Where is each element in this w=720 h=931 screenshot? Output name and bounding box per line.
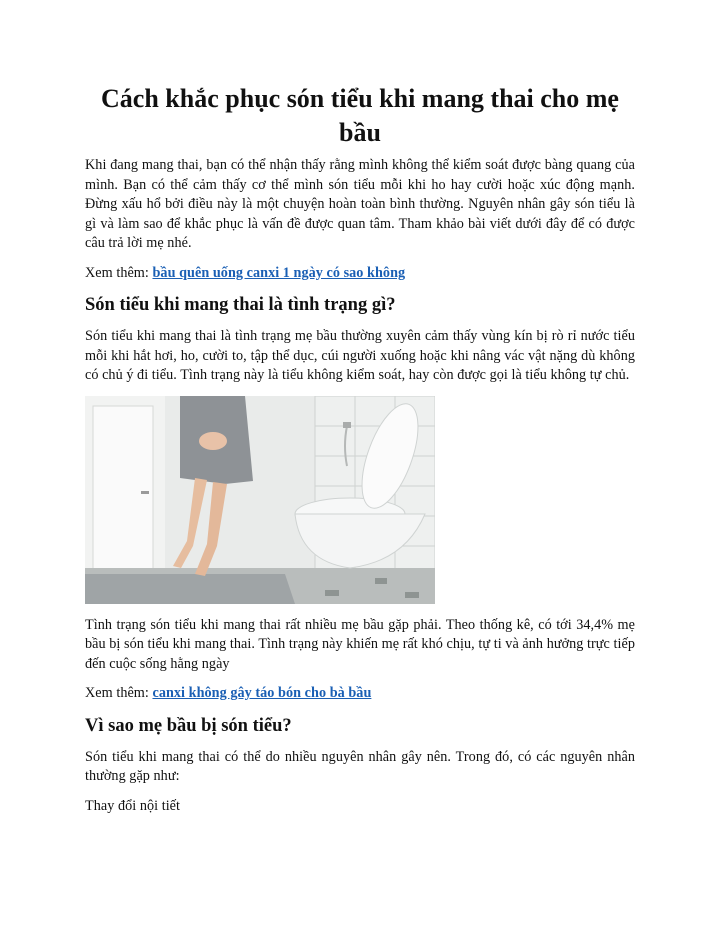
section-2-paragraph: Són tiểu khi mang thai có thể do nhiều nguyên nhân gây nên. Trong đó, có các nguyên nhân thường gặp như: [85,748,635,784]
section-heading-2: Vì sao mẹ bầu bị són tiểu? [85,715,292,736]
section-1-paragraph: Són tiểu khi mang thai là tình trạng mẹ bầu thường xuyên cảm thấy vùng kín bị rò rỉ nước tiểu mỗi khi hắt hơi, ho, cười to, tập thể dục, cúi người xuống hoặc khi nâng vác vật nặng dù không có chủ ý đi tiểu. Tình trạng này là tiểu không kiểm soát, hay còn được gọi là tiểu không tự chủ. [85,328,635,383]
see-also-1 [85,264,635,284]
see-also-link-calcium-constipation[interactable]: canxi không gây táo bón cho bà bầu [152,685,372,701]
see-also-link-calcium-missed[interactable]: bầu quên uống canxi 1 ngày có sao không [152,264,406,281]
see-also-prefix: Xem thêm: [85,685,153,701]
document-page [85,82,635,826]
section-1-paragraph-2: Tình trạng són tiểu khi mang thai rất nhiều mẹ bầu gặp phải. Theo thống kê, có tới 34,4% mẹ bầu bị són tiểu khi mang thai. Tình trạng này khiến mẹ rất khó chịu, tự ti và ảnh hưởng trực tiếp đến cuộc sống hằng ngày [85,616,635,672]
section-2-subheading: Thay đổi nội tiết [85,797,181,814]
section-heading-1: Són tiểu khi mang thai là tình trạng gì? [85,295,396,315]
intro-paragraph: Khi đang mang thai, bạn có thể nhận thấy rằng mình không thể kiểm soát được bàng quang của mình. Bạn có thể cảm thấy cơ thể mình són tiểu mỗi khi ho hay cười hoặc xúc động mạnh. Đừng xấu hổ bởi điều này là một chuyện hoàn toàn bình thường. Nguyên nhân gây són tiểu là gì và làm sao để khắc phục là vấn đề được quan tâm. Tham khảo bài viết dưới đây để có được câu trả lời mẹ nhé. [85,157,635,251]
bathroom-photo [85,396,435,604]
article-title: Cách khắc phục són tiểu khi mang thai cho mẹ bầu [101,84,619,147]
see-also-2 [85,684,635,704]
see-also-prefix: Xem thêm: [85,264,153,281]
